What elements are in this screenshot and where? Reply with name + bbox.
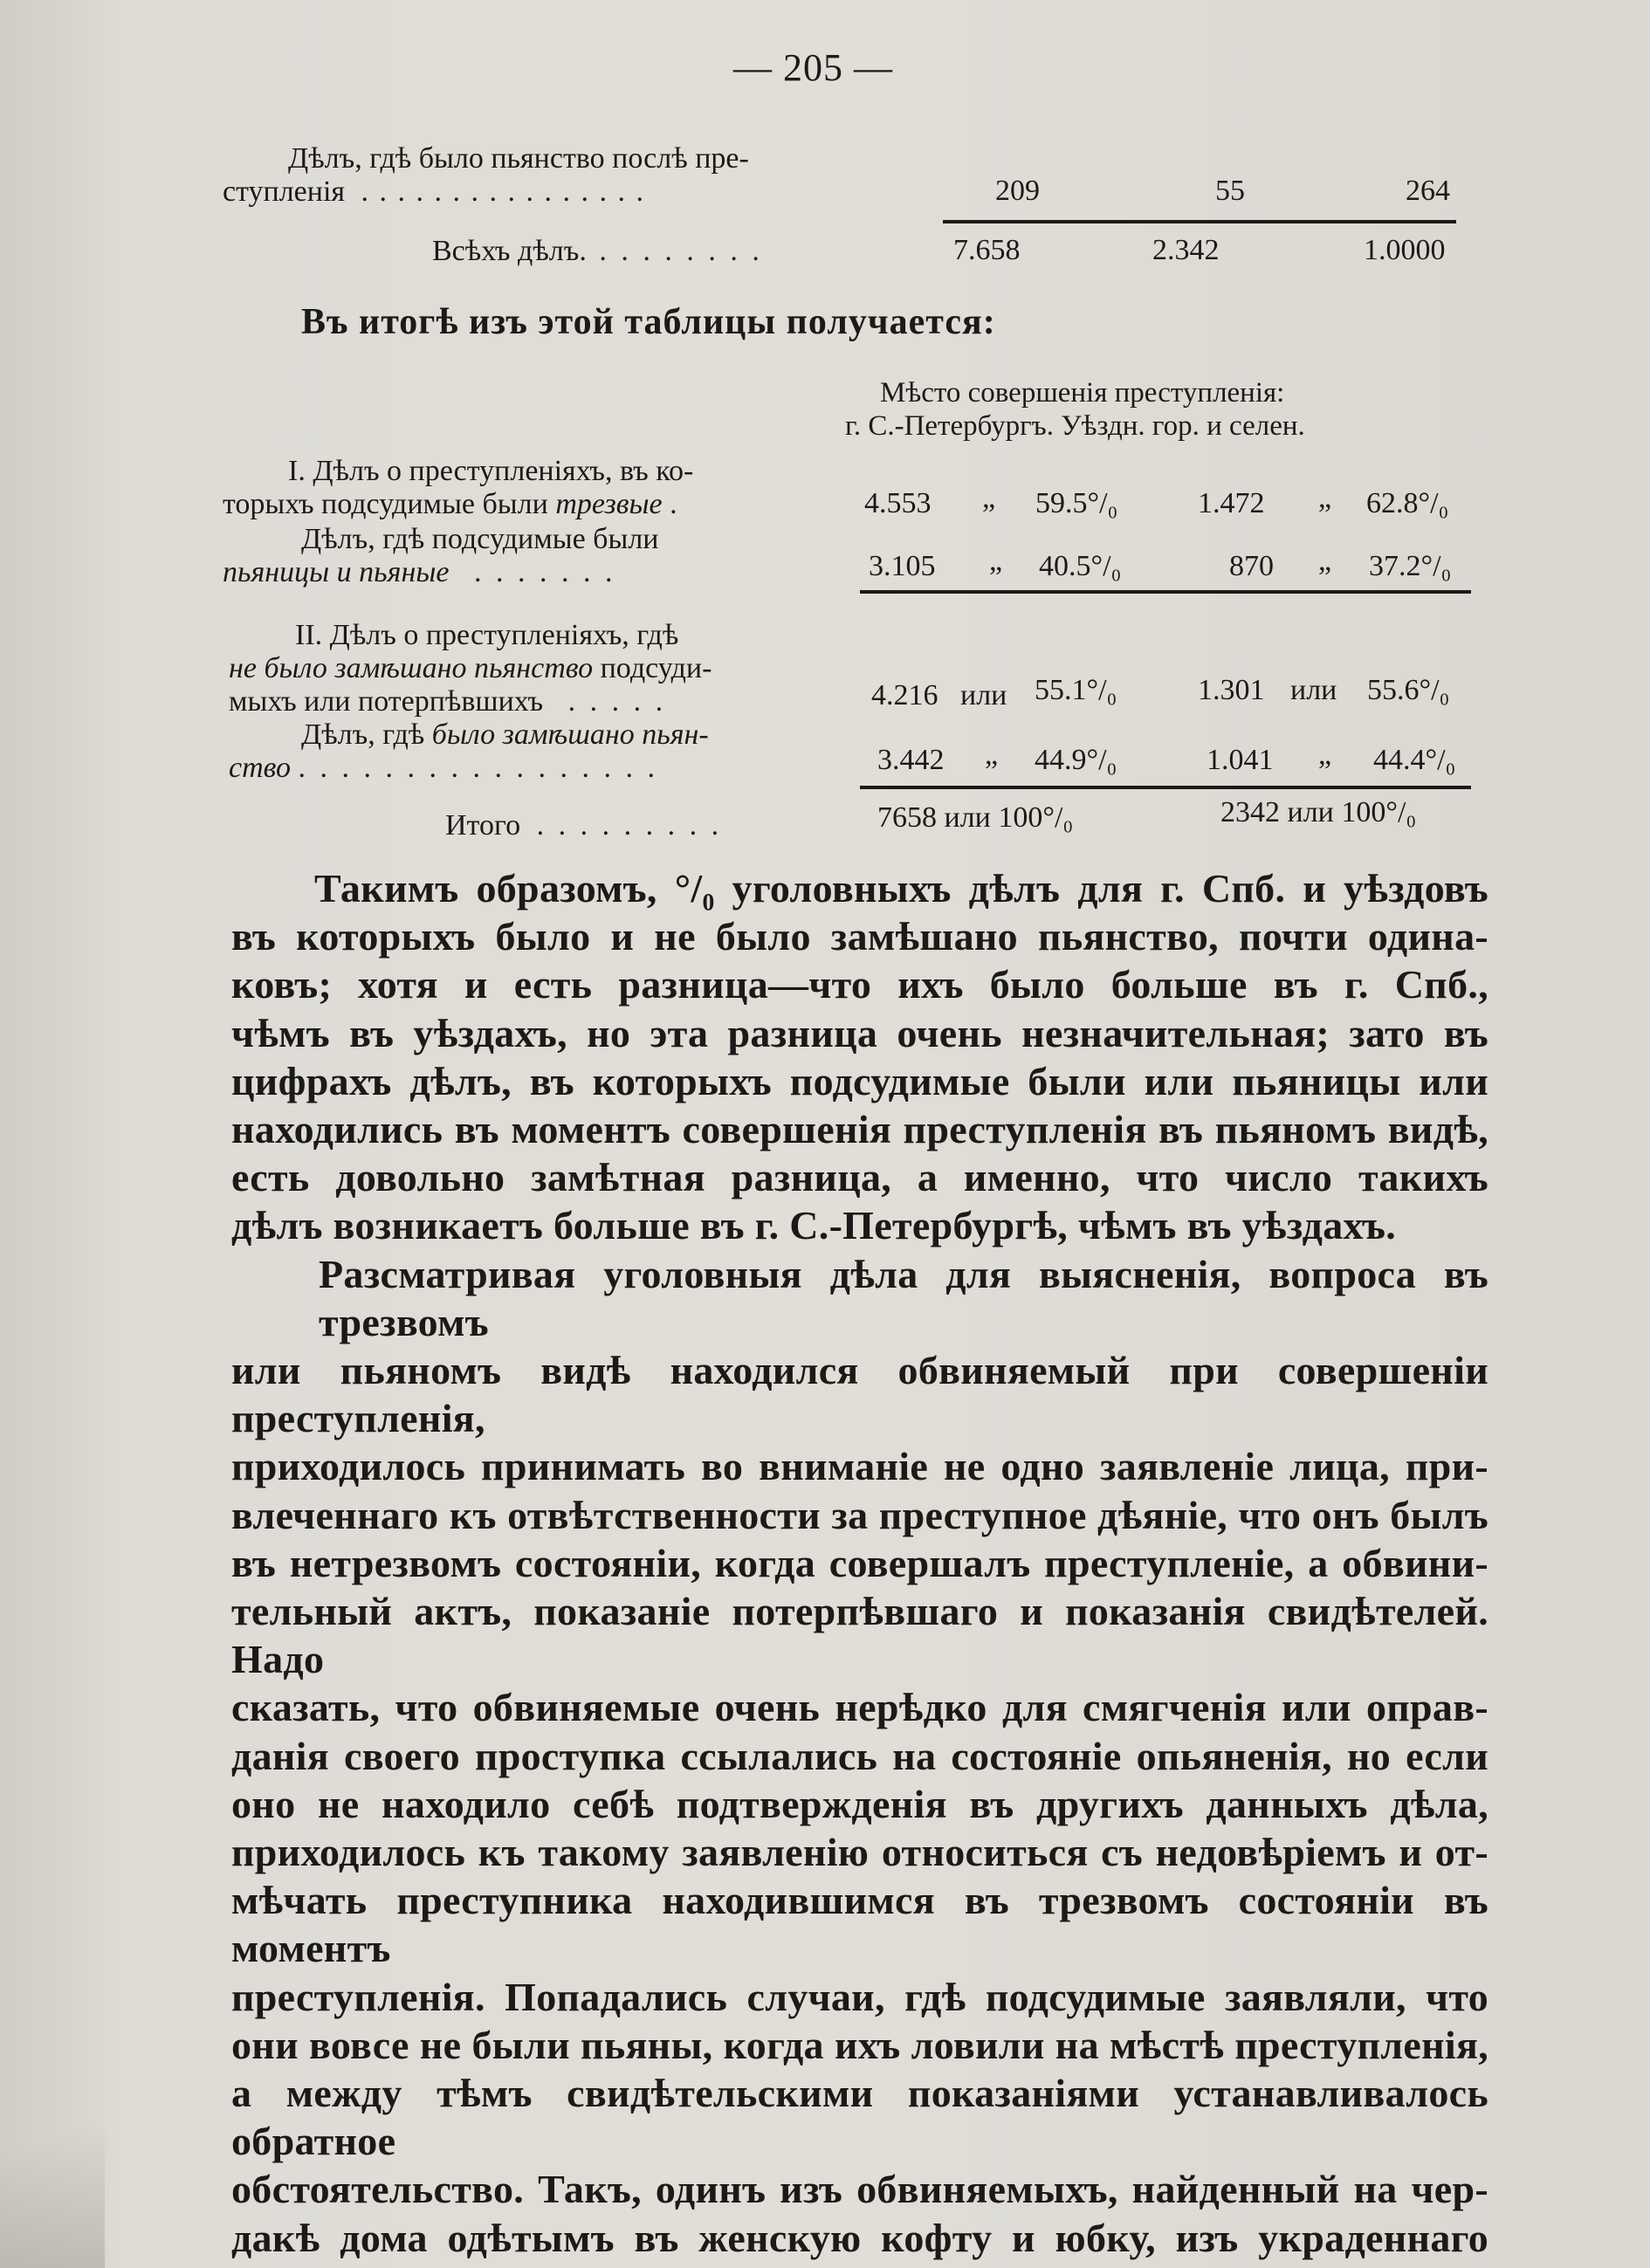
s2-row2-value-3: 1.041: [1207, 744, 1274, 776]
paragraph-2-line: въ нетрезвомъ состояніи, когда совершалъ преступленіе, а обвини-: [231, 1540, 1488, 1585]
row-after-label-line1: Дѣлъ, гдѣ было пьянство послѣ пре-: [288, 142, 749, 175]
s1-row2-value-1: 3.105: [869, 550, 936, 582]
summary-total-label: Итого: [445, 809, 521, 842]
paragraph-1-line: дѣлъ возникаетъ больше въ г. С.-Петербургѣ, чѣмъ въ уѣздахъ.: [231, 1203, 1397, 1248]
s1-row2-value-2: 40.5°/₀: [1039, 550, 1122, 582]
s2-row1-italic: не было замѣшано пьянство: [229, 652, 594, 684]
paragraph-1-line: есть довольно замѣтная разница, а именно, что число такихъ: [231, 1155, 1488, 1200]
paragraph-1-line: находились въ моментъ совершенія преступленія въ пьяномъ видѣ,: [231, 1107, 1488, 1152]
paragraph-1: [231, 864, 1488, 912]
paragraph-2-line: Разсматривая уголовныя дѣла для выясненія, вопроса въ трезвомъ: [319, 1251, 1488, 1344]
row-total: [432, 234, 763, 269]
s2-row1-or-1: или: [960, 679, 1007, 711]
s2-row2-line2: [229, 751, 658, 786]
row-after-value-3: 264: [1406, 175, 1450, 207]
paragraph-1-line: Такимъ образомъ, °/₀ уголовныхъ дѣлъ для г. Спб. и уѣздовъ: [314, 866, 1488, 911]
s2-row1-value-4: 55.6°/₀: [1367, 674, 1450, 706]
s2-row2-value-4: 44.4°/₀: [1373, 744, 1456, 776]
s2-row2-ditto-1: „: [985, 739, 999, 771]
s2-row2-italic: было замѣшано пьян-: [431, 718, 709, 751]
paragraph-2-line: приходилось принимать во вниманіе не одно заявленіе лица, при-: [231, 1444, 1488, 1489]
summary-total-leader-dots: . . . . . . . . .: [536, 809, 723, 842]
paragraph-1-line: цифрахъ дѣлъ, въ которыхъ подсудимые были или пьяницы или: [231, 1058, 1488, 1103]
s1-row2-ditto-2: „: [1318, 545, 1332, 577]
row-after-value-2: 55: [1215, 175, 1245, 207]
row-total-value-2: 2.342: [1152, 234, 1220, 266]
row-total-value-1: 7.658: [953, 234, 1021, 266]
s1-row1-line1: I. Дѣлъ о преступленіяхъ, въ ко-: [288, 455, 694, 487]
top-table-rule: [943, 220, 1456, 223]
paragraph-2-line: влеченнаго къ отвѣтственности за преступное дѣяніе, что онъ былъ: [231, 1492, 1488, 1537]
paragraph-1-cont: [231, 912, 1488, 1249]
s2-row1-value-3: 1.301: [1198, 674, 1265, 706]
paragraph-2-line: оно не находило себѣ подтвержденія въ другихъ данныхъ дѣла,: [231, 1781, 1488, 1826]
s2-row1-line2: [229, 651, 712, 686]
paragraph-2-line: обстоятельство. Такъ, одинъ изъ обвиняемыхъ, найденный на чер-: [231, 2167, 1488, 2212]
s1-row2-ditto-1: „: [989, 545, 1003, 577]
summary-col-header-1: Мѣсто совершенія преступленія:: [880, 377, 1285, 409]
s2-row1-value-2: 55.1°/₀: [1035, 674, 1117, 706]
paragraph-2-line: сказать, что обвиняемые очень нерѣдко для смягченія или оправ-: [231, 1685, 1488, 1730]
section2-rule: [860, 786, 1471, 789]
paragraph-2-line: приходилось къ такому заявленію относиться съ недовѣріемъ и от-: [231, 1830, 1488, 1875]
s2-row1-text2: мыхъ или потерпѣвшихъ: [229, 685, 544, 718]
s1-row2-line2: [223, 555, 615, 590]
s1-row2-italic: пьяницы и пьяные: [223, 556, 450, 588]
row-total-leader-dots: . . . . . . . .: [599, 235, 763, 267]
paragraph-2: [231, 1250, 1488, 2262]
s1-row1-value-4: 62.8°/₀: [1366, 487, 1449, 519]
summary-heading: Въ итогѣ изъ этой таблицы получается:: [301, 302, 996, 342]
row-after-leader-dots: . . . . . . . . . . . . . . . .: [361, 175, 646, 208]
paragraph-2-line: преступленія. Попадались случаи, гдѣ подсудимые заявляли, что: [231, 1974, 1488, 2019]
s2-row2-line1: [301, 718, 709, 753]
s2-row1-value-1: 4.216: [871, 679, 938, 711]
page-number: — 205 —: [733, 46, 893, 89]
paragraph-2-line: тельный актъ, показаніе потерпѣвшаго и показанія свидѣтелей. Надо: [231, 1589, 1488, 1682]
s1-row2-value-3: 870: [1229, 550, 1274, 582]
s2-row1-line3: [229, 684, 666, 719]
s1-row1-value-2: 59.5°/₀: [1035, 487, 1118, 519]
s2-row1-text: подсуди-: [593, 652, 712, 684]
paragraph-1-line: ковъ; хотя и есть разница—что ихъ было больше въ г. Спб.,: [231, 962, 1488, 1007]
row-after-label-text: ступленія: [223, 175, 346, 208]
s1-row1-line2: [223, 487, 677, 522]
s1-row1-ditto-1: „: [982, 482, 996, 514]
s2-row1-or-2: или: [1290, 674, 1337, 706]
s1-row1-dot: .: [662, 488, 677, 520]
paragraph-2-line: они вовсе не были пьяны, когда ихъ ловили на мѣстѣ преступленія,: [231, 2022, 1488, 2067]
summary-total: [445, 808, 722, 843]
s1-row1-italic: трезвые: [555, 488, 663, 520]
paragraph-2-line: данія своего проступка ссылались на состояніе опьяненія, но если: [231, 1733, 1488, 1778]
paragraph-2-line: или пьяномъ видѣ находился обвиняемый при совершеніи преступленія,: [231, 1348, 1488, 1441]
s1-row2-line1: Дѣлъ, гдѣ подсудимые были: [301, 523, 659, 555]
summary-total-value-2: 2342 или 100°/₀: [1220, 796, 1417, 828]
row-after-label-line2: [223, 175, 645, 210]
paragraph-2-line: а между тѣмъ свидѣтельскими показаніями устанавливалось обратное: [231, 2071, 1488, 2164]
s1-row1-value-1: 4.553: [864, 487, 932, 519]
s2-row1-line1: II. Дѣлъ о преступленіяхъ, гдѣ: [295, 619, 679, 651]
row-total-label: Всѣхъ дѣлъ.: [432, 235, 587, 267]
s2-row2-value-1: 3.442: [877, 744, 945, 776]
s1-row2-leader-dots: . . . . . . .: [473, 556, 616, 588]
paragraph-1-line: чѣмъ въ уѣздахъ, но эта разница очень незначительная; зато въ: [231, 1010, 1488, 1055]
paragraph-2-line: мѣчать преступника находившимся въ трезвомъ состояніи въ моментъ: [231, 1878, 1488, 1971]
paragraph-2-line: дакѣ дома одѣтымъ въ женскую кофту и юбку, изъ украденнаго: [231, 2215, 1488, 2260]
s2-row2-value-2: 44.9°/₀: [1035, 744, 1117, 776]
s1-row1-value-3: 1.472: [1198, 487, 1265, 519]
row-after-value-1: 209: [995, 175, 1040, 207]
paragraph-1-line: въ которыхъ было и не было замѣшано пьянство, почти одина-: [231, 914, 1488, 959]
summary-col-header-2: г. С.-Петербургъ. Уѣздн. гор. и селен.: [845, 410, 1305, 442]
s2-row2-leader-dots: . . . . . . . . . . . . . . . . .: [298, 752, 658, 784]
row-total-value-3: 1.0000: [1364, 234, 1446, 266]
body-text: [231, 864, 1488, 2262]
s1-row1-ditto-2: „: [1318, 482, 1332, 514]
page-edge-shadow: [0, 2052, 105, 2268]
s2-row1-leader-dots: . . . . .: [567, 685, 667, 718]
s1-row2-value-4: 37.2°/₀: [1369, 550, 1452, 582]
s1-row1-text: торыхъ подсудимые были: [223, 488, 556, 520]
s2-row2-text: Дѣлъ, гдѣ: [301, 718, 432, 751]
s2-row2-italic2: ство: [229, 752, 291, 784]
section1-rule: [860, 590, 1471, 594]
summary-total-value-1: 7658 или 100°/₀: [877, 801, 1074, 834]
s2-row2-ditto-2: „: [1318, 739, 1332, 771]
